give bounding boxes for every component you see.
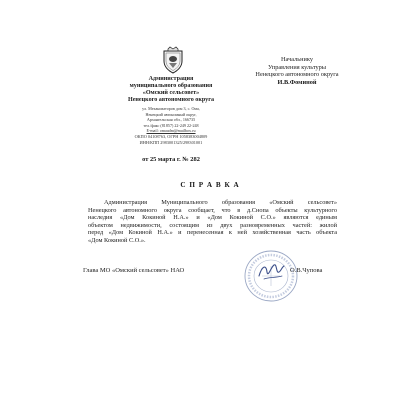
org-name-line3: «Омский сельсовет» — [142, 90, 200, 96]
org-name-line2: муниципального образования — [129, 83, 213, 89]
body-line: Ненецкого автономного округа сообщает, что в д.Снопа объекты культурного — [88, 206, 337, 214]
org-name-line4: Ненецкого автономного округа — [127, 97, 215, 103]
address-line3: Архангельская обл., 166735 — [146, 117, 196, 122]
email-line — [95, 128, 247, 133]
recipient-line1: Начальнику — [281, 56, 313, 63]
recipient-line3: Ненецкого автономного округа — [255, 71, 339, 78]
recipient-line2: Управления культуры — [267, 63, 327, 71]
coat-of-arms-icon — [160, 46, 186, 74]
signatory-position: Глава МО «Омский сельсовет» НАО — [83, 267, 185, 274]
address-line2: Ненецкий автономный округ, — [145, 111, 197, 117]
org-name-line1: Администрация — [148, 76, 194, 82]
recipient-name: И.В.Фоминой — [277, 78, 317, 86]
phone-fax: тел./факс (81857) 22-249 22-248 — [143, 122, 199, 128]
signatory-name: О.В.Чупова — [290, 267, 323, 274]
email-address[interactable]: E-mail: omaadm@mailbox.ru — [146, 128, 196, 133]
body-line: Администрация Муниципального образования «Омский сельсовет» — [104, 199, 337, 206]
body-line: перед «Дом Кокиной Н.А.» и перенесенная к ней хозяйственная часть объекта — [88, 229, 337, 236]
address-line1: ул. Механизаторов дом 3, с. Ома, — [142, 106, 200, 111]
document-title: С П Р А В К А — [180, 181, 240, 189]
body-line: объектом недвижимости, состоящим из двух разновременных частей: жилой — [88, 221, 337, 229]
body-line: наследия «Дом Кокиной Н.А.» и «Дом Кокиной С.О.» являются единым — [88, 214, 337, 221]
date-number: от 25 марта г. № 282 — [142, 156, 200, 163]
signature-icon — [256, 258, 286, 284]
body-line: «Дом Кокиной С.О.». — [88, 236, 146, 244]
okpo-ogrn: ОКПО 04108763, ОГРН 1058383004809 — [134, 134, 208, 139]
inn-kpp: ИНН/КПП 2983001325/298301001 — [139, 139, 203, 145]
